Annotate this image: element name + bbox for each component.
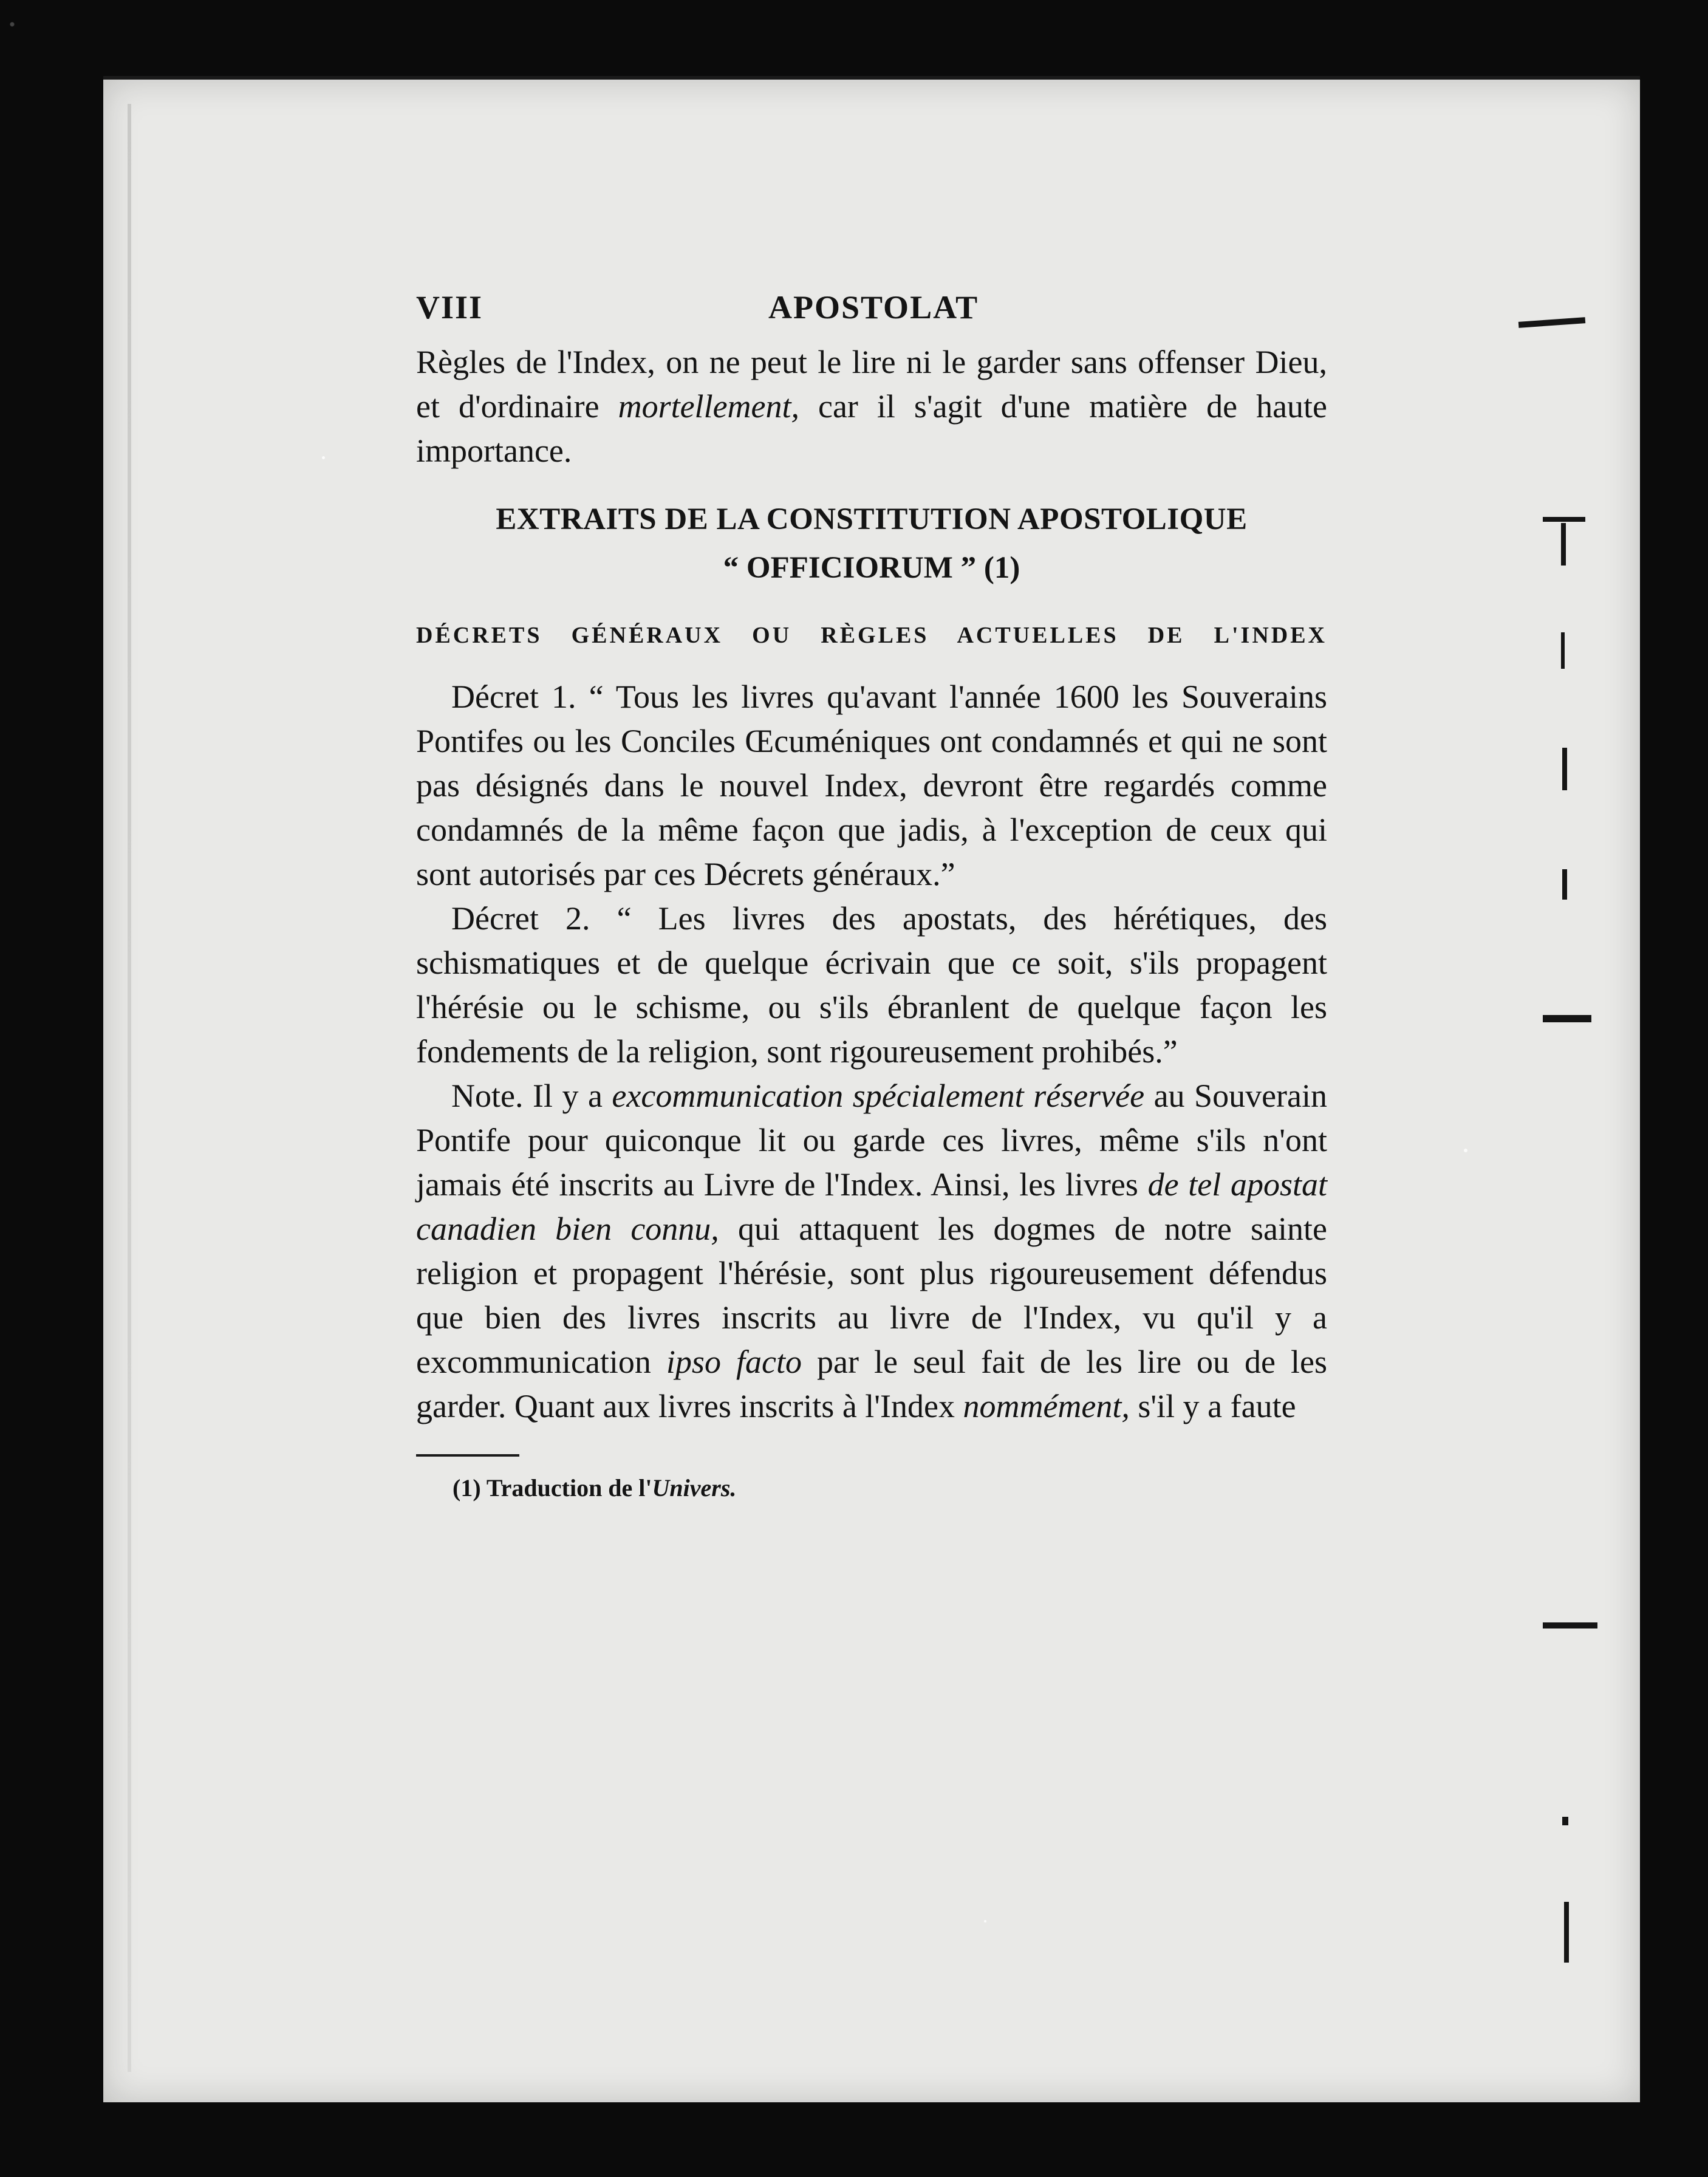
decret-1-paragraph: Décret 1. “ Tous les livres qu'avant l'année 1600 les Souverains Pontifes ou les Conciles Œcuméniques ont condamnés et qui ne sont pas désignés dans le nouvel Index, devront être regardés comme condamnés de la même façon que jadis, à l'exception de ceux qui sont autorisés par ces Décrets généraux.” xyxy=(416,678,1327,892)
note-emphasis: de tel apostat canadien bien connu, xyxy=(416,1166,1328,1247)
binding-mark xyxy=(1543,517,1585,522)
running-title: APOSTOLAT xyxy=(768,289,979,326)
decret-2-paragraph: Décret 2. “ Les livres des apostats, des hérétiques, des schismatiques et de quelque écrivain que ce soit, s'ils propagent l'hérésie ou le schisme, ou s'ils ébranlent de quelque façon les fondements de la religion, sont rigoureusement prohibés.” xyxy=(416,900,1327,1070)
binding-mark xyxy=(1562,1817,1568,1825)
opening-text-end: car il s'agit d'une matière de haute importance. xyxy=(416,388,1328,469)
binding-mark xyxy=(1564,1902,1569,1963)
section-subtitle: “ OFFICIORUM ” (1) xyxy=(723,551,1020,585)
page-number: VIII xyxy=(416,289,483,326)
note-emphasis: excommunication spécialement réservée xyxy=(612,1078,1145,1114)
note-emphasis: nommément, xyxy=(963,1388,1130,1424)
binding-mark xyxy=(1561,523,1566,566)
footnote xyxy=(416,1470,1327,1506)
scan-speck xyxy=(1464,1149,1467,1152)
page-text xyxy=(416,285,1327,1506)
footnote-text: Traduction de l' xyxy=(480,1474,652,1502)
binding-mark xyxy=(1562,869,1567,900)
footnote-marker: (1) xyxy=(453,1474,481,1502)
page-edge-shadow xyxy=(128,104,131,2072)
scan-speck xyxy=(984,1920,986,1922)
scan-speck xyxy=(322,456,325,459)
footnote-emphasis: Univers. xyxy=(652,1474,737,1502)
opening-emphasis: mortellement, xyxy=(618,388,800,425)
note-text: par le seul fait de les lire ou de les garder. Quant aux livres inscrits à l'Index xyxy=(416,1344,1327,1424)
note-paragraph xyxy=(416,1074,1327,1429)
subsection-title: DÉCRETS GÉNÉRAUX OU RÈGLES ACTUELLES DE L'INDEX xyxy=(416,623,1327,648)
note-text: Note. Il y a xyxy=(451,1078,612,1114)
footnote-rule xyxy=(416,1454,519,1457)
binding-mark xyxy=(1543,1622,1597,1628)
running-head xyxy=(416,285,1327,340)
note-text: qui attaquent les dogmes de notre sainte religion et propagent l'hérésie, sont plus rigoureusement défendus que bien des livres inscrits au livre de l'Index, vu qu'il y a excommunication xyxy=(416,1211,1327,1380)
note-text: au Souverain Pontife pour quiconque lit ou garde ces livres, même s'ils n'ont jamais été inscrits au Livre de l'Index. Ainsi, les livres xyxy=(416,1078,1327,1203)
binding-mark xyxy=(1543,1015,1591,1022)
note-text: s'il y a faute xyxy=(1129,1388,1296,1424)
binding-margin xyxy=(1543,262,1640,2023)
section-title: EXTRAITS DE LA CONSTITUTION APOSTOLIQUE xyxy=(496,502,1248,536)
note-emphasis: ipso facto xyxy=(666,1344,802,1380)
binding-mark xyxy=(1562,748,1567,790)
opening-paragraph xyxy=(416,340,1327,473)
binding-mark xyxy=(1518,317,1585,328)
opening-text: Règles de l'Index, on ne peut le lire ni le garder sans offenser Dieu, et d'ordinaire xyxy=(416,344,1327,425)
binding-mark xyxy=(1561,632,1565,669)
